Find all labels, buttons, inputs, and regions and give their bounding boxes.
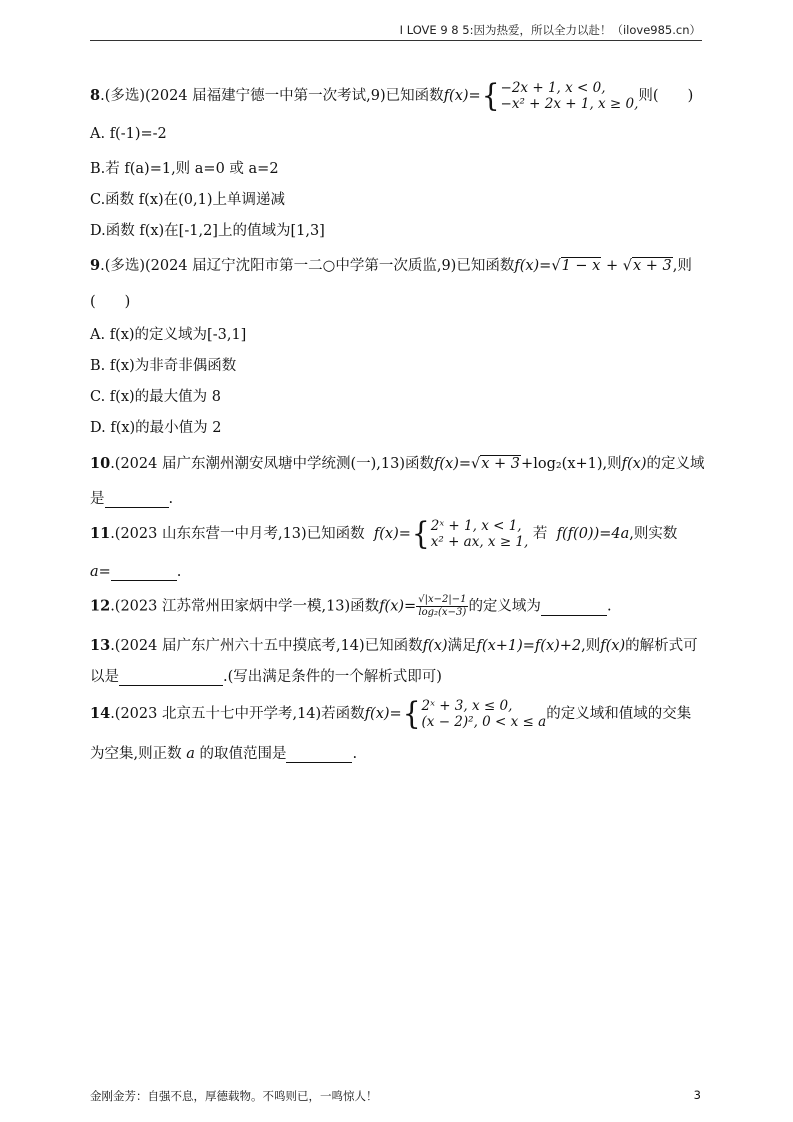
q14-end: . [352, 746, 358, 762]
q11-case1: 2ˣ + 1, x < 1, [430, 518, 522, 534]
q13-fx: f(x) [422, 638, 448, 654]
q11-case2: x² + ax, x ≥ 1, [430, 534, 529, 550]
q10-fx: f(x)= [434, 456, 472, 472]
q10-radical: x + 3 [481, 456, 521, 472]
q8-option-b: B.若 f(a)=1,则 a=0 或 a=2 [90, 161, 279, 177]
q13-answer-blank[interactable] [119, 669, 223, 686]
q11-tail1: 若 [532, 526, 548, 542]
q10-line2-text: 是 [90, 491, 105, 507]
q11-line2-text: a= [90, 564, 111, 580]
q9-text: .(多选)(2024 届辽宁沈阳市第一二○中学第一次质监,9)已知函数 [100, 258, 515, 274]
q9-radical2: x + 3 [633, 258, 672, 274]
q8-option-c: C.函数 f(x)在(0,1)上单调递减 [90, 192, 286, 208]
q8-stem [90, 77, 694, 114]
q14-line2-tail: 的取值范围是 [199, 746, 287, 762]
q12-fraction [416, 594, 468, 619]
q14-tail: 的定义域和值域的交集 [546, 706, 692, 722]
q9-tail: ,则 [672, 258, 692, 274]
q9-paren: ( ) [90, 294, 131, 310]
q9-option-b: B. f(x)为非奇非偶函数 [90, 358, 237, 374]
page-header: I LOVE 9 8 5:因为热爱，所以全力以赴！（ilove985.cn） [399, 23, 701, 37]
q11-stem [90, 515, 678, 552]
q12-denominator: log₂(x−3) [418, 607, 467, 618]
q11-cases [431, 518, 529, 550]
q13-text: .(2024 届广东广州六十五中摸底考,14)已知函数 [110, 638, 423, 654]
q14-stem [90, 695, 692, 732]
q11-number: 11 [90, 525, 111, 542]
q9-option-a: A. f(x)的定义域为[-3,1] [90, 327, 247, 343]
q10-answer-blank[interactable] [105, 491, 169, 508]
q14-fx: f(x)= [364, 706, 402, 722]
q14-line2 [90, 742, 357, 763]
q11-brace: { [411, 515, 430, 552]
q11-answer-blank[interactable] [111, 564, 177, 581]
q13-tail2: 的解析式可 [625, 638, 698, 654]
q14-number: 14 [90, 705, 111, 722]
q14-answer-blank[interactable] [286, 746, 352, 763]
page-number: 3 [693, 1088, 701, 1102]
q12-fx: f(x)= [379, 598, 417, 615]
q10-fx2: f(x) [621, 456, 647, 472]
q10-number: 10 [90, 455, 111, 472]
q13-tail: ,则 [581, 638, 601, 654]
q8-cases [501, 80, 639, 112]
header-rule [90, 40, 702, 41]
q8-case2: −x² + 2x + 1, x ≥ 0, [500, 96, 639, 112]
q13-relation: f(x+1)=f(x)+2 [476, 638, 582, 654]
q8-option-d: D.函数 f(x)在[-1,2]上的值域为[1,3] [90, 223, 325, 239]
q9-number: 9 [90, 257, 101, 274]
q12-text: .(2023 江苏常州田家炳中学一模,13)函数 [110, 598, 380, 615]
q13-number: 13 [90, 637, 111, 654]
q14-cases [422, 698, 547, 730]
q9-radical1: 1 − x [561, 258, 601, 274]
q14-text: .(2023 北京五十七中开学考,14)若函数 [110, 706, 365, 722]
q9-option-c: C. f(x)的最大值为 8 [90, 389, 221, 405]
q10-log: +log₂(x+1),则 [521, 456, 622, 472]
q11-tail2: ,则实数 [629, 526, 678, 542]
q10-tail: 的定义域 [646, 456, 705, 472]
q10-text: .(2024 届广东潮州潮安凤塘中学统测(一),13)函数 [110, 456, 434, 472]
q8-brace: { [481, 77, 500, 114]
page-footer-motto: 金刚金芳：自强不息，厚德载物。不鸣则已，一鸣惊人！ [90, 1089, 378, 1103]
q9-fx: f(x)= [514, 258, 552, 274]
q8-case1: −2x + 1, x < 0, [500, 80, 606, 96]
q14-case1: 2ˣ + 3, x ≤ 0, [421, 698, 513, 714]
q13-line2 [90, 665, 442, 686]
q14-case2: (x − 2)², 0 < x ≤ a [421, 714, 547, 730]
q9-plus: + [601, 258, 623, 274]
q14-line2-text: 为空集,则正数 [90, 746, 182, 762]
q8-number: 8 [90, 87, 101, 104]
q14-brace: { [402, 695, 421, 732]
q13-line2-tail: .(写出满足条件的一个解析式即可) [223, 669, 442, 685]
q12-stem [90, 594, 612, 619]
q8-option-a: A. f(-1)=-2 [90, 126, 167, 142]
q14-a: a [186, 746, 195, 762]
q12-end: . [606, 598, 612, 615]
q10-line2 [90, 487, 173, 508]
q11-text: .(2023 山东东营一中月考,13)已知函数 [110, 526, 365, 542]
q13-line2-text: 以是 [90, 669, 119, 685]
q10-stem: 10.(2024 届广东潮州潮安凤塘中学统测(一),13)函数f(x)=√x + 3+log₂(x+1),则f(x)的定义域 [90, 455, 705, 472]
q11-end: . [176, 564, 182, 580]
q13-mid: 满足 [447, 638, 477, 654]
q12-number: 12 [90, 597, 111, 615]
q10-end: . [168, 491, 174, 507]
q8-text: .(多选)(2024 届福建宁德一中第一次考试,9)已知函数 [100, 88, 444, 104]
q9-stem: 9.(多选)(2024 届辽宁沈阳市第一二○中学第一次质监,9)已知函数f(x)=√1 − x + √x + 3,则 [90, 257, 692, 274]
q12-numerator: √|x−2|−1 [418, 594, 467, 605]
q8-fx: f(x)= [443, 88, 481, 104]
q11-fx: f(x)= [373, 526, 411, 542]
q8-tail: 则( ) [638, 88, 694, 104]
q9-option-d: D. f(x)的最小值为 2 [90, 420, 222, 436]
q11-ff: f(f(0))=4a [556, 526, 630, 542]
q12-answer-blank[interactable] [541, 599, 607, 616]
q12-tail: 的定义域为 [468, 598, 541, 615]
q13-stem [90, 634, 698, 655]
q13-fx2: f(x) [600, 638, 626, 654]
q11-line2 [90, 564, 181, 581]
